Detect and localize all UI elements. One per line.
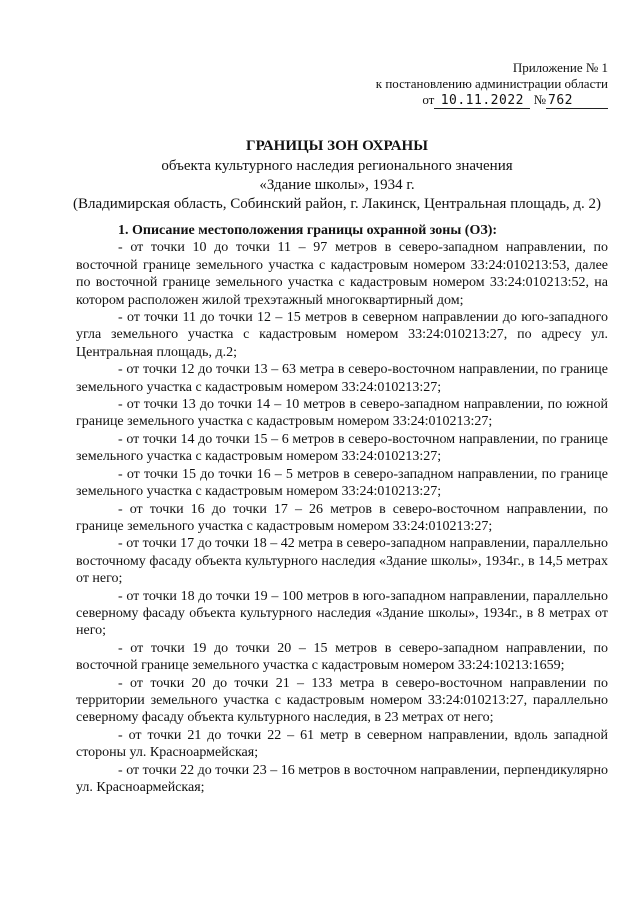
appendix-block — [376, 60, 608, 109]
document-header — [60, 137, 614, 214]
list-item: - от точки 22 до точки 23 – 16 метров в восточном направлении, перпендикулярно ул. Красноармейская; — [76, 762, 608, 795]
section-heading: 1. Описание местоположения границы охранной зоны (ОЗ): — [118, 223, 498, 238]
document-title: ГРАНИЦЫ ЗОН ОХРАНЫ — [246, 138, 428, 154]
decree-number: 762 — [546, 93, 608, 109]
list-item: - от точки 15 до точки 16 – 5 метров в северо-западном направлении, по границе земельного участка с кадастровым номером 33:24:010213:27; — [76, 466, 608, 500]
list-item: - от точки 19 до точки 20 – 15 метров в северо-западном направлении, по восточной границе земельного участка с кадастровым номером 33:24:10213:1659; — [76, 640, 608, 674]
list-item: - от точки 14 до точки 15 – 6 метров в северо-восточном направлении, по границе земельного участка с кадастровым номером 33:24:010213:27; — [76, 431, 608, 465]
list-item: - от точки 13 до точки 14 – 10 метров в северо-западном направлении, по южной границе земельного участка с кадастровым номером 33:24:010213:27; — [76, 397, 608, 430]
date-prefix: от — [422, 92, 435, 107]
list-item: - от точки 18 до точки 19 – 100 метров в юго-западном направлении, параллельно северному фасаду объекта культурного наследия «Здание школы», 1934г., в 8 метрах от него; — [76, 588, 608, 639]
list-item: - от точки 21 до точки 22 – 61 метр в северном направлении, вдоль западной стороны ул. Красноармейская; — [76, 727, 608, 761]
list-item: - от точки 20 до точки 21 – 133 метра в северо-восточном направлении по территории земельного участка с кадастровым номером 33:24:010213:27, параллельно северному фасаду объекта культурного наследия, в 23 метрах от него; — [76, 675, 608, 726]
list-item: - от точки 16 до точки 17 – 26 метров в северо-восточном направлении, по границе земельного участка с кадастровым номером 33:24:010213:27; — [76, 501, 608, 534]
document-subtitle-2: «Здание школы», 1934 г. — [259, 177, 415, 193]
number-prefix: № — [533, 92, 546, 107]
document-subtitle-3: (Владимирская область, Собинский район, г. Лакинск, Центральная площадь, д. 2) — [72, 196, 602, 212]
appendix-title: Приложение № 1 — [512, 60, 608, 75]
list-item: - от точки 11 до точки 12 – 15 метров в северном направлении до юго-западного угла земельного участка с кадастровым номером 33:24:010213:27, по адресу ул. Центральная площадь, д.2; — [76, 310, 608, 360]
list-item: - от точки 17 до точки 18 – 42 метра в северо-западном направлении, параллельно восточному фасаду объекта культурного наследия «Здание школы», 1934г., в 14,5 метрах от него; — [76, 536, 608, 587]
appendix-reference: к постановлению администрации области — [375, 76, 608, 91]
list-item: - от точки 10 до точки 11 – 97 метров в северо-западном направлении, по восточной границе земельного участка с кадастровым номером 33:24:010213:53, далее по восточной границе земельного участка с кадастровым номером 33:24:010213:52, на котором расположен жилой трехэтажный многоквартирный дом; — [76, 240, 608, 308]
document-body — [76, 222, 608, 796]
decree-date: 10.11.2022 — [434, 93, 530, 109]
document-subtitle-1: объекта культурного наследия регионального значения — [161, 158, 513, 174]
list-item: - от точки 12 до точки 13 – 63 метра в северо-восточном направлении, по границе земельного участка с кадастровым номером 33:24:010213:27; — [76, 362, 608, 395]
appendix-date-number — [376, 92, 608, 109]
